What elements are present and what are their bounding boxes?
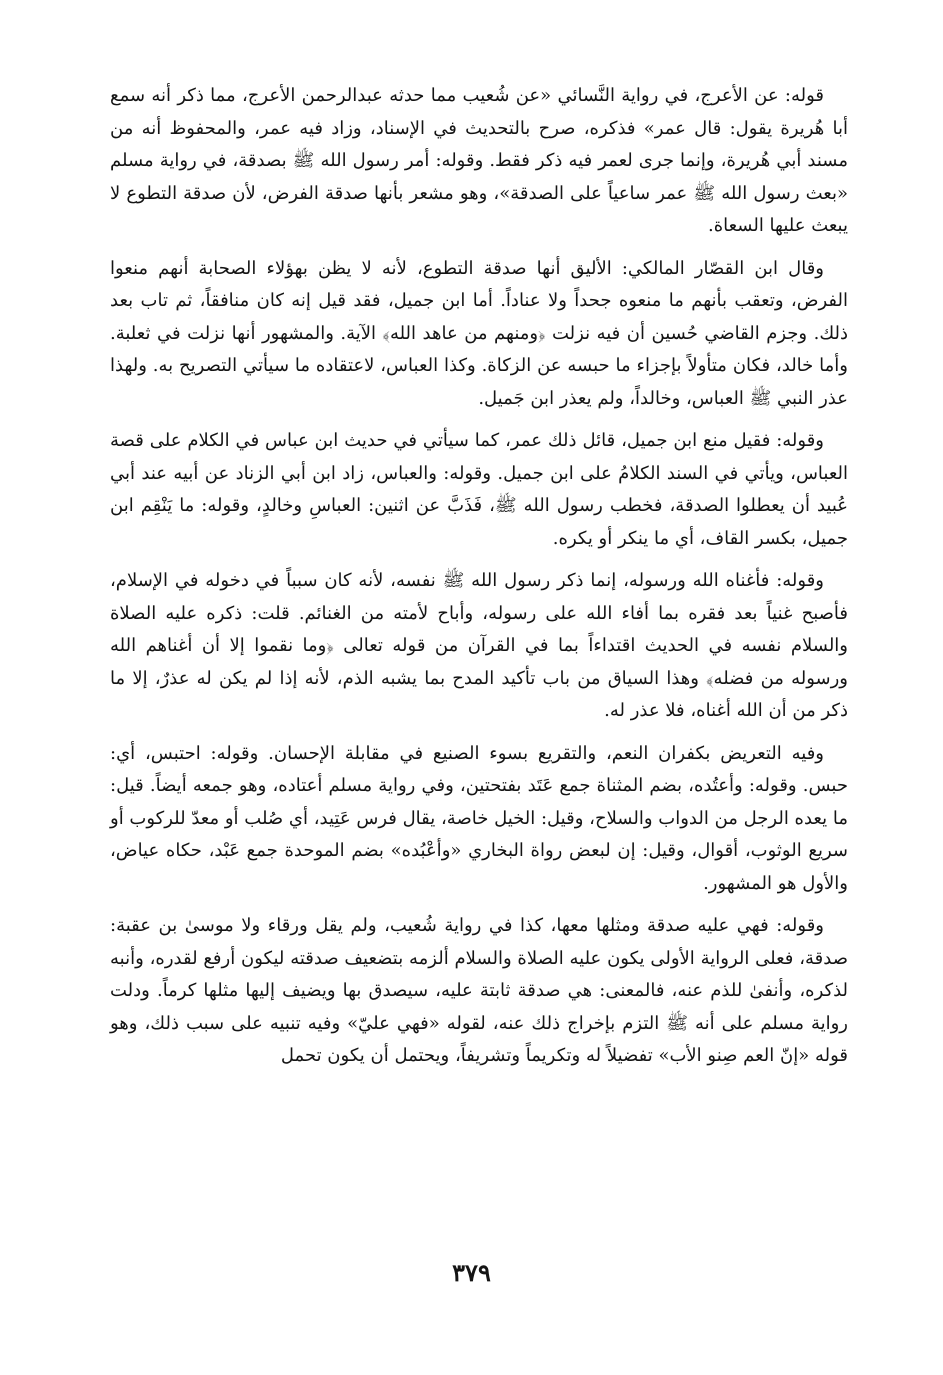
page-number: ٣٧٩ [452, 1258, 491, 1287]
paragraph-1: قوله: عن الأعرج، في رواية النَّسائي «عن شُعيب مما حدثه عبدالرحمن الأعرج، مما ذكر أنه سمع أبا هُريرة يقول: قال عمر» فذكره، صرح بالتحديث في الإسناد، وزاد فيه عمر، والمحفوظ أنه من مسند أبي هُريرة، وإنما جرى لعمر فيه ذكر فقط. وقوله: أمر رسول الله ﷺ بصدقة، في رواية مسلم «بعث رسول الله ﷺ عمر ساعياً على الصدقة»، وهو مشعر بأنها صدقة الفرض، لأن صدقة التطوع لا يبعث عليها السعاة. [110, 85, 848, 236]
body-text [110, 80, 848, 1083]
paragraph-3: وقوله: فقيل منع ابن جميل، قائل ذلك عمر، كما سيأتي في حديث ابن عباس في الكلام على قصة العباس، ويأتي في السند الكلامُ على ابن جميل. وقوله: والعباس، زاد ابن أبي الزناد عن أبيه عند أبي عُبيد أن يعطلوا الصدقة، فخطب رسول الله ﷺ، فَذَبَّ عن اثنين: العباسِ وخالدٍ، وقوله: ما يَنْقِم ابن جميل، بكسر القاف، أي ما ينكر أو يكره. [110, 430, 848, 549]
paragraph-2: وقال ابن القصّار المالكي: الأليق أنها صدقة التطوع، لأنه لا يظن بهؤلاء الصحابة أنهم منعوا الفرض، وتعقب بأنهم ما منعوه جحداً ولا عناداً. أما ابن جميل، فقد قيل إنه كان منافقاً، ثم تاب بعد ذلك. وجزم القاضي حُسين أن فيه نزلت ﴿ومنهم من عاهد الله﴾ الآية. والمشهور أنها نزلت في ثعلبة. وأما خالد، فكان متأولاً بإجزاء ما حبسه عن الزكاة. وكذا العباس، لاعتقاده ما سيأتي التصريح به. ولهذا عذر النبي ﷺ العباس، وخالداً، ولم يعذر ابن جَميل. [110, 257, 848, 409]
paragraph-6: وقوله: فهي عليه صدقة ومثلها معها، كذا في رواية شُعيب، ولم يقل ورقاء ولا موسىٰ بن عقبة: صدقة، فعلى الرواية الأولى يكون عليه الصلاة والسلام ألزمه بتضعيف صدقته ليكون أرفع لقدره، وأنبه لذكره، وأنفىٰ للذم عنه، فالمعنى: هي صدقة ثابتة عليه، سيصدق بها ويضيف إليها مثلها كرماً. ودلت رواية مسلم على أنه ﷺ التزم بإخراج ذلك عنه، لقوله «فهي عليّ» وفيه تنبيه على سبب ذلك، وهو قوله «إنّ العم صِنو الأب» تفضيلاً له وتكريماً وتشريفاً، ويحتمل أن يكون تحمل [110, 915, 848, 1066]
paragraph-5: وفيه التعريض بكفران النعم، والتقريع بسوء الصنيع في مقابلة الإحسان. وقوله: احتبس، أي: حبس. وقوله: وأعتُده، بضم المثناة جمع عَتَد بفتحتين، وفي رواية مسلم أعتاده، وهو جمعه أيضاً. قيل: ما يعده الرجل من الدواب والسلاح، وقيل: الخيل خاصة، يقال فرس عَتِيد، أي صُلب أو معدّ للركوب أو سريع الوثوب، أقوال، وقيل: إن لبعض رواة البخاري «وأعْبُده» بضم الموحدة جمع عَبْد، حكاه عياض، والأول هو المشهور. [110, 742, 848, 894]
paragraph-4: وقوله: فأغناه الله ورسوله، إنما ذكر رسول الله ﷺ نفسه، لأنه كان سبباً في دخوله في الإسلام، فأصبح غنياً بعد فقره بما أفاء الله على رسوله، وأباح لأمته من الغنائم. قلت: ذكره عليه الصلاة والسلام نفسه في الحديث اقتداءاً بما في القرآن من قوله تعالى ﴿وما نقموا إلا أن أغناهم الله ورسوله من فضله﴾ وهذا السياق من باب تأكيد المدح بما يشبه الذم، لأنه إذا لم يكن له عذرٌ، إلا ما ذكر من أن الله أغناه، فلا عذر له. [110, 570, 848, 721]
